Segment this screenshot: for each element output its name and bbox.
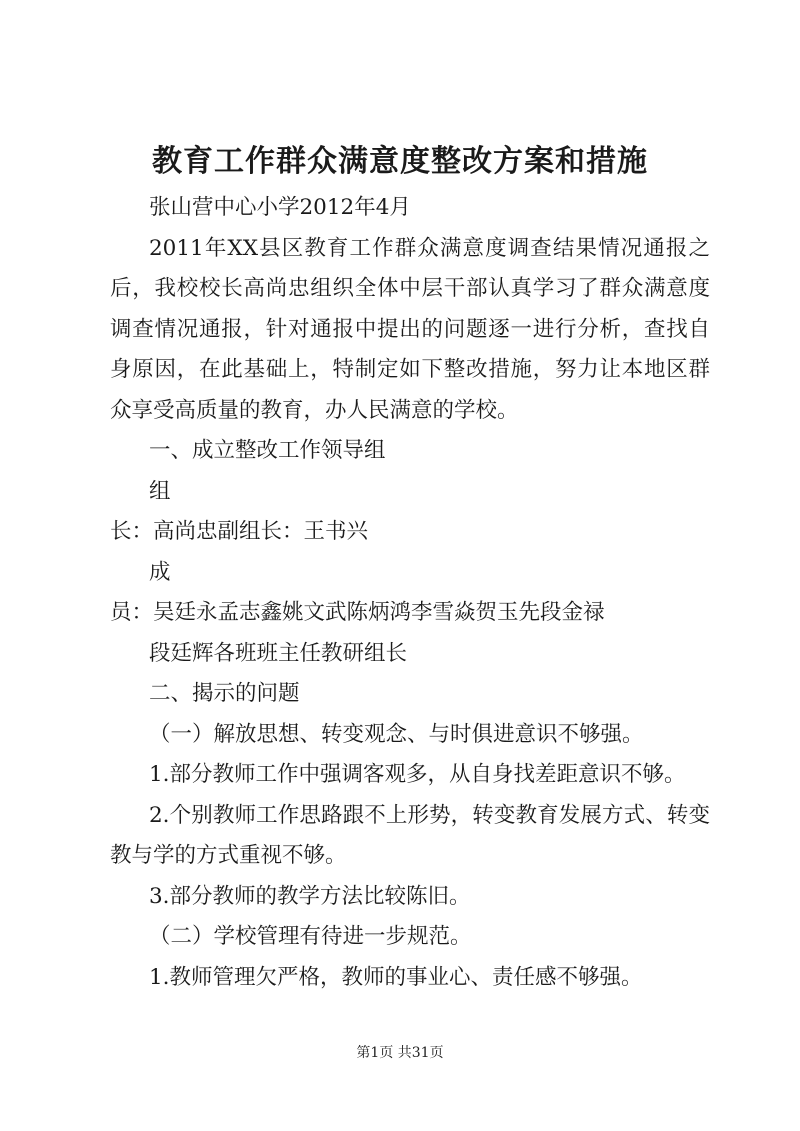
document-body — [110, 188, 710, 998]
section-heading-1: 一、成立整改工作领导组 — [149, 438, 386, 463]
members-line: 员：吴廷永孟志鑫姚文武陈炳鸿李雪焱贺玉先段金禄 — [110, 600, 605, 625]
members-label: 成 — [149, 559, 171, 585]
page-number: 第1页 共31页 — [356, 1045, 444, 1061]
section-heading-2: 二、揭示的问题 — [149, 681, 300, 706]
members-continued-line: 段廷辉各班班主任教研组长 — [149, 640, 408, 666]
issue-item-1: 1.部分教师工作中强调客观多，从自身找差距意识不够。 — [149, 762, 686, 787]
issue-item-2: 2.个别教师工作思路跟不上形势，转变教育发展方式、转变教与学的方式重视不够。 — [110, 802, 710, 868]
document-title: 教育工作群众满意度整改方案和措施 — [152, 144, 648, 179]
school-date-line: 张山营中心小学2012年4月 — [149, 195, 411, 220]
management-item-1: 1.教师管理欠严格，教师的事业心、责任感不够强。 — [149, 964, 643, 990]
subsection-heading-1: （一）解放思想、转变观念、与时俱进意识不够强。 — [149, 721, 644, 747]
subsection-heading-2: （二）学校管理有待进一步规范。 — [149, 924, 472, 949]
group-leader-label: 组 — [149, 478, 171, 504]
issue-item-3: 3.部分教师的教学方法比较陈旧。 — [149, 883, 471, 909]
intro-paragraph: 2011年XX县区教育工作群众满意度调查结果情况通报之后，我校校长高尚忠组织全体中层干部认真学习了群众满意度调查情况通报，针对通报中提出的问题逐一进行分析，查找自身原因，在此基础上，特制定如下整改措施，努力让本地区群众享受高质量的教育，办人民满意的学校。 — [110, 235, 710, 423]
group-leader-line: 长：高尚忠副组长：王书兴 — [110, 519, 369, 544]
